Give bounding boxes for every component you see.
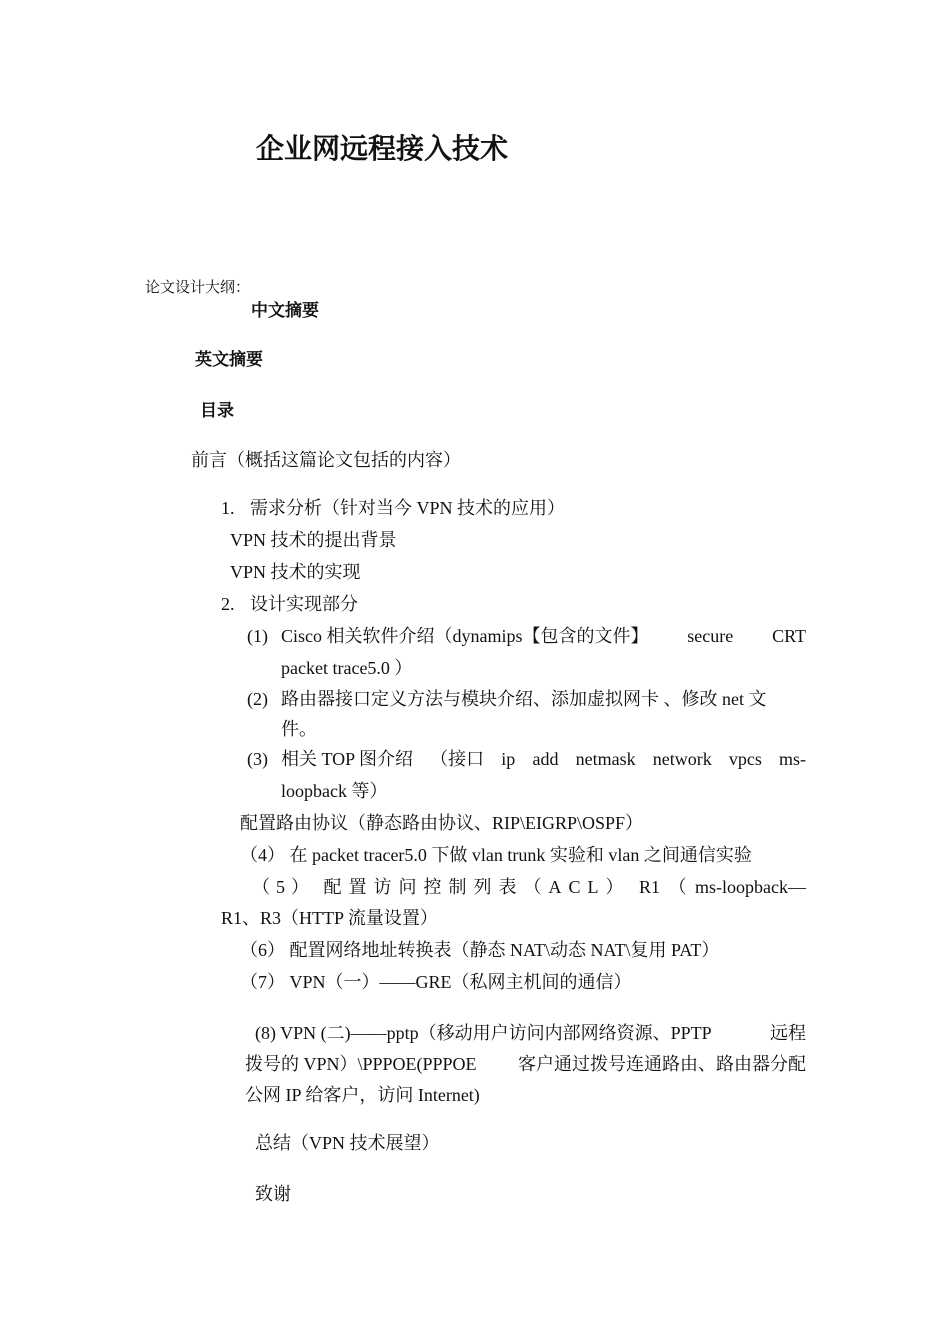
item-1-sub-background: VPN 技术的提出背景 (230, 530, 397, 550)
subitem-1-part-1: Cisco 相关软件介绍（dynamips【包含的文件】 (281, 626, 649, 646)
subitem-5-part-5: ms-loopback— (695, 877, 806, 897)
subitem-8-line-2 (245, 1052, 806, 1076)
routing-protocol-line: 配置路由协议（静态路由协议、RIP\EIGRP\OSPF） (240, 813, 644, 833)
subitem-8-part-3: 拨号的 VPN）\PPPOE(PPPOE (245, 1054, 477, 1074)
subitem-2-line-2: 件。 (281, 719, 317, 739)
subitem-1-line-1 (281, 624, 806, 648)
subitem-3-part-6: network (652, 749, 712, 769)
subitem-4-line: （4） 在 packet tracer5.0 下做 vlan trunk 实验和 vlan 之间通信实验 (240, 845, 752, 865)
subitem-3-part-5: netmask (575, 749, 636, 769)
summary-section: 总结（VPN 技术展望） (255, 1133, 440, 1153)
subitem-8-part-2: 远程 (770, 1023, 806, 1043)
item-1-sub-implementation: VPN 技术的实现 (230, 562, 361, 582)
subitem-5-line-2: R1、R3（HTTP 流量设置） (221, 908, 438, 928)
subitem-3-part-7: vpcs (728, 749, 762, 769)
subitem-2-line-1: 路由器接口定义方法与模块介绍、添加虚拟网卡 、修改 net 文 (281, 689, 767, 709)
subitem-5-part-2: 配置访问控制列表（ACL） (323, 877, 631, 897)
subitem-3-line-1 (281, 747, 806, 771)
subitem-5-part-1: （5） (252, 877, 315, 897)
subitem-7-line: （7） VPN（一）——GRE（私网主机间的通信） (240, 972, 632, 992)
item-2-number: 2. (221, 594, 235, 614)
subitem-8-part-4: 客户通过拨号连通路由、路由器分配 (518, 1054, 806, 1074)
subitem-1-line-2: packet trace5.0 ） (281, 658, 413, 678)
subitem-2-number: (2) (247, 689, 268, 709)
subitem-8-part-1: (8) VPN (二)——pptp（移动用户访问内部网络资源、PPTP (255, 1023, 712, 1043)
section-preface: 前言（概括这篇论文包括的内容） (191, 450, 461, 470)
section-toc: 目录 (200, 401, 234, 421)
item-1-number: 1. (221, 498, 235, 518)
section-en-abstract: 英文摘要 (195, 350, 263, 370)
subitem-8-line-1 (255, 1021, 806, 1045)
subitem-3-part-4: add (532, 749, 559, 769)
document-title: 企业网远程接入技术 (256, 132, 509, 165)
subitem-3-line-2: loopback 等） (281, 781, 388, 801)
subitem-1-number: (1) (247, 626, 268, 646)
subitem-1-part-2: secure (687, 626, 734, 646)
subitem-6-line: （6） 配置网络地址转换表（静态 NAT\动态 NAT\复用 PAT） (240, 940, 720, 960)
subitem-5-part-4: （ (668, 877, 687, 897)
subitem-3-part-8: ms- (779, 749, 806, 769)
thanks-section: 致谢 (255, 1184, 291, 1204)
subitem-3-part-1: 相关 TOP 图介绍 (281, 749, 414, 769)
item-2-text: 设计实现部分 (250, 594, 358, 614)
outline-label: 论文设计大纲： (145, 280, 251, 296)
subitem-3-part-2: （接口 (430, 749, 485, 769)
subitem-3-number: (3) (247, 749, 268, 769)
section-cn-abstract: 中文摘要 (251, 301, 319, 321)
subitem-1-part-3: CRT (772, 626, 806, 646)
subitem-5-line-1 (252, 875, 806, 899)
subitem-3-part-3: ip (501, 749, 516, 769)
item-1-text: 需求分析（针对当今 VPN 技术的应用） (250, 498, 566, 518)
subitem-8-line-3: 公网 IP 给客户，访问 Internet) (245, 1085, 480, 1105)
subitem-5-part-3: R1 (639, 877, 661, 897)
